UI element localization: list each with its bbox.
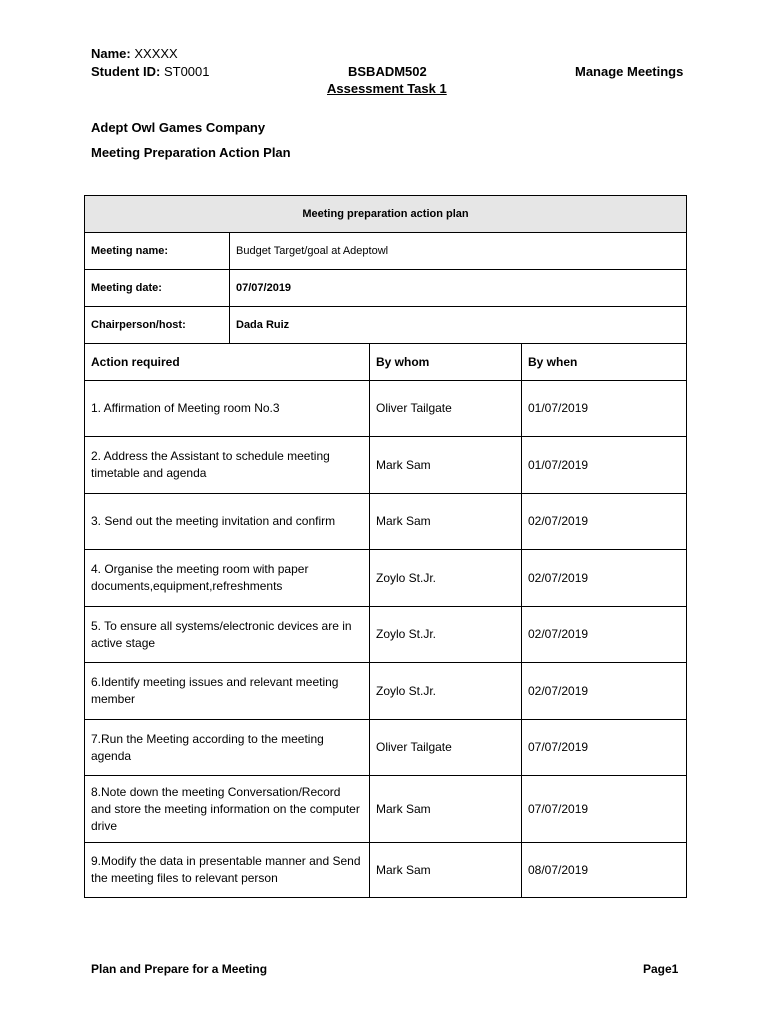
- footer-title: Plan and Prepare for a Meeting: [91, 962, 268, 976]
- action-cell: 2. Address the Assistant to schedule meeting timetable and agenda: [85, 437, 370, 494]
- action-cell: 5. To ensure all systems/electronic devices are in active stage: [85, 607, 370, 663]
- by-whom-cell: Mark Sam: [370, 494, 522, 550]
- name-label: Name:: [91, 46, 131, 61]
- task-title: Assessment Task 1: [327, 81, 447, 96]
- name-value: XXXXX: [134, 46, 178, 61]
- student-id-label: Student ID:: [91, 64, 161, 79]
- info-row-meeting-name: [85, 233, 687, 270]
- by-when-cell: 02/07/2019: [522, 550, 687, 607]
- table-row: [85, 381, 687, 437]
- by-whom-cell: Mark Sam: [370, 843, 522, 898]
- by-whom-cell: Zoylo St.Jr.: [370, 663, 522, 720]
- by-whom-cell: Oliver Tailgate: [370, 720, 522, 776]
- action-cell: 9.Modify the data in presentable manner and Send the meeting files to relevant person: [85, 843, 370, 898]
- action-cell: 7.Run the Meeting according to the meeting agenda: [85, 720, 370, 776]
- table-row: [85, 494, 687, 550]
- action-cell: 6.Identify meeting issues and relevant meeting member: [85, 663, 370, 720]
- column-header-by-when: By when: [522, 344, 687, 381]
- by-when-cell: 07/07/2019: [522, 720, 687, 776]
- column-header-row: [85, 344, 687, 381]
- table-row: [85, 720, 687, 776]
- by-whom-cell: Mark Sam: [370, 776, 522, 843]
- action-cell: 3. Send out the meeting invitation and confirm: [85, 494, 370, 550]
- by-when-cell: 07/07/2019: [522, 776, 687, 843]
- info-row-chairperson: [85, 307, 687, 344]
- table-row: [85, 843, 687, 898]
- plan-title: Meeting Preparation Action Plan: [91, 145, 291, 160]
- by-when-cell: 01/07/2019: [522, 381, 687, 437]
- table-row: [85, 776, 687, 843]
- table-caption: Meeting preparation action plan: [85, 196, 687, 233]
- student-id-value: ST0001: [163, 64, 210, 79]
- table-row: [85, 663, 687, 720]
- by-when-cell: 01/07/2019: [522, 437, 687, 494]
- meeting-name-value: Budget Target/goal at Adeptowl: [230, 233, 687, 270]
- student-name: [91, 46, 178, 61]
- by-when-cell: 02/07/2019: [522, 494, 687, 550]
- meeting-name-label: Meeting name:: [85, 233, 230, 270]
- table-row: [85, 550, 687, 607]
- by-when-cell: 02/07/2019: [522, 663, 687, 720]
- action-cell: 1. Affirmation of Meeting room No.3: [85, 381, 370, 437]
- table-row: [85, 437, 687, 494]
- by-when-cell: 02/07/2019: [522, 607, 687, 663]
- table-row: [85, 607, 687, 663]
- action-plan-table: [84, 195, 687, 898]
- unit-title: Manage Meetings: [575, 64, 684, 79]
- company-name: Adept Owl Games Company: [91, 120, 266, 135]
- by-whom-cell: Zoylo St.Jr.: [370, 607, 522, 663]
- course-code: BSBADM502: [348, 64, 427, 79]
- chairperson-label: Chairperson/host:: [85, 307, 230, 344]
- by-when-cell: 08/07/2019: [522, 843, 687, 898]
- column-header-action: Action required: [85, 344, 370, 381]
- page-number: Page1: [643, 962, 679, 976]
- column-header-by-whom: By whom: [370, 344, 522, 381]
- info-row-meeting-date: [85, 270, 687, 307]
- table-caption-row: [85, 196, 687, 233]
- action-cell: 8.Note down the meeting Conversation/Record and store the meeting information on the computer drive: [85, 776, 370, 843]
- by-whom-cell: Zoylo St.Jr.: [370, 550, 522, 607]
- chairperson-value: Dada Ruiz: [230, 307, 687, 344]
- by-whom-cell: Oliver Tailgate: [370, 381, 522, 437]
- by-whom-cell: Mark Sam: [370, 437, 522, 494]
- meeting-date-label: Meeting date:: [85, 270, 230, 307]
- meeting-date-value: 07/07/2019: [230, 270, 687, 307]
- action-cell: 4. Organise the meeting room with paper documents,equipment,refreshments: [85, 550, 370, 607]
- student-id: [91, 64, 210, 79]
